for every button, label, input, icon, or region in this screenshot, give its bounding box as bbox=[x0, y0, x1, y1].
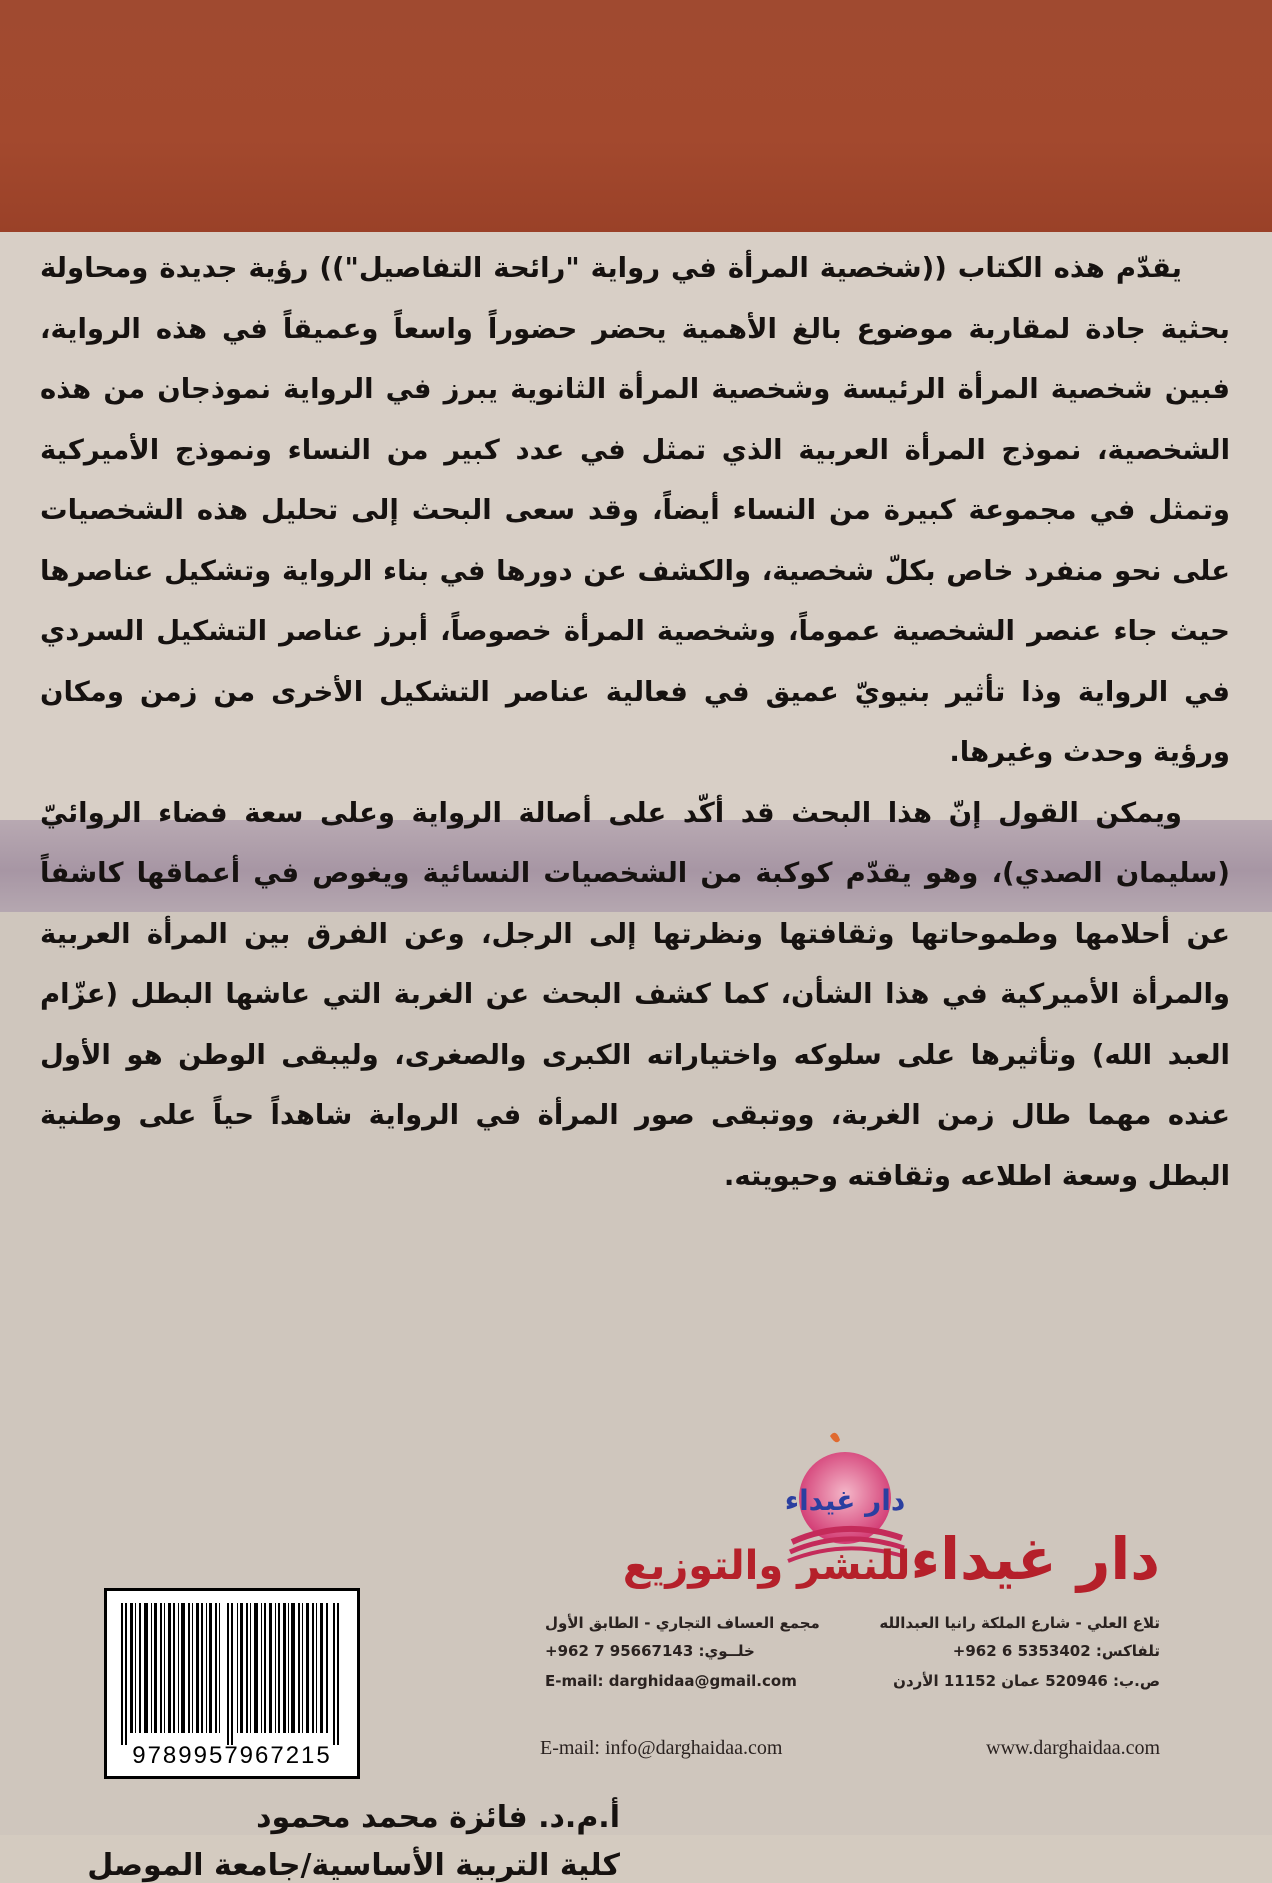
publisher-name bbox=[520, 1525, 1160, 1593]
email-info-link[interactable]: E-mail: info@darghaidaa.com bbox=[540, 1737, 783, 1759]
back-cover-blurb bbox=[40, 238, 1230, 1206]
phone-left: خلــوي: 95667143 7 962+ bbox=[545, 1642, 755, 1660]
contact-address-row bbox=[520, 1614, 1160, 1642]
publisher-name-small: للنشر والتوزيع bbox=[622, 1543, 911, 1589]
contact-email-row bbox=[520, 1672, 1160, 1700]
contact-phone-row bbox=[520, 1642, 1160, 1670]
email-left: E-mail: darghidaa@gmail.com bbox=[545, 1672, 797, 1690]
author-affiliation: كلية التربية الأساسية/جامعة الموصل bbox=[87, 1848, 620, 1883]
website-link[interactable]: www.darghaidaa.com bbox=[986, 1737, 1160, 1759]
address-right: تلاع العلي - شارع الملكة رانيا العبدالله bbox=[879, 1614, 1160, 1632]
cover-top-band bbox=[0, 0, 1272, 232]
isbn-barcode bbox=[104, 1588, 360, 1779]
isbn-digits: 9789957967215 bbox=[132, 1742, 332, 1769]
pobox-right: ص.ب: 520946 عمان 11152 الأردن bbox=[893, 1672, 1160, 1690]
address-left: مجمع العساف التجاري - الطابق الأول bbox=[545, 1614, 820, 1632]
barcode-bars bbox=[121, 1603, 343, 1745]
phone-right: تلفاكس: 5353402 6 962+ bbox=[952, 1642, 1160, 1660]
blurb-paragraph-1: يقدّم هذه الكتاب ((شخصية المرأة في رواية "رائحة التفاصيل")) رؤية جديدة ومحاولة بحثية جادة لمقاربة موضوع بالغ الأهمية يحضر حضوراً واسعاً وعميقاً في هذه الرواية، فبين شخصية المرأة الرئيسة وشخصية المرأة الثانوية يبرز في الرواية نموذجان من هذه الشخصية، نموذج المرأة العربية الذي تمثل في عدد كبير من النساء ونموذج الأميركية وتمثل في مجموعة كبيرة من النساء أيضاً، وقد سعى البحث إلى تحليل هذه الشخصيات على نحو منفرد خاص بكلّ شخصية، والكشف عن دورها في بناء الرواية وتشكيل عناصرها حيث جاء عنصر الشخصية عموماً، وشخصية المرأة خصوصاً، أبرز عناصر التشكيل السردي في الرواية وذا تأثير بنيويّ عميق في فعالية عناصر التشكيل الأخرى من زمن ومكان ورؤية وحدث وغيرها. bbox=[40, 252, 1230, 768]
author-name: أ.م.د. فائزة محمد محمود bbox=[256, 1800, 620, 1835]
publisher-name-big: دار غيداء bbox=[910, 1525, 1160, 1593]
logo-text: دار غيداء bbox=[784, 1484, 906, 1517]
blurb-paragraph-2: ويمكن القول إنّ هذا البحث قد أكّد على أصالة الرواية وعلى سعة فضاء الروائيّ (سليمان الصدي)، وهو يقدّم كوكبة من الشخصيات النسائية ويغوص في أعماقها كاشفاً عن أحلامها وطموحاتها وثقافتها ونظرتها إلى الرجل، وعن الفرق بين المرأة العربية والمرأة الأميركية في هذا الشأن، كما كشف البحث عن الغربة التي عاشها البطل (عزّام العبد الله) وتأثيرها على سلوكه واختياراته الكبرى والصغرى، وليبقى الوطن هو الأول عنده مهما طال زمن الغربة، ووتبقى صور المرأة في الرواية شاهداً حياً على وطنية البطل وسعة اطلاعه وثقافته وحيويته. bbox=[40, 796, 1230, 1192]
